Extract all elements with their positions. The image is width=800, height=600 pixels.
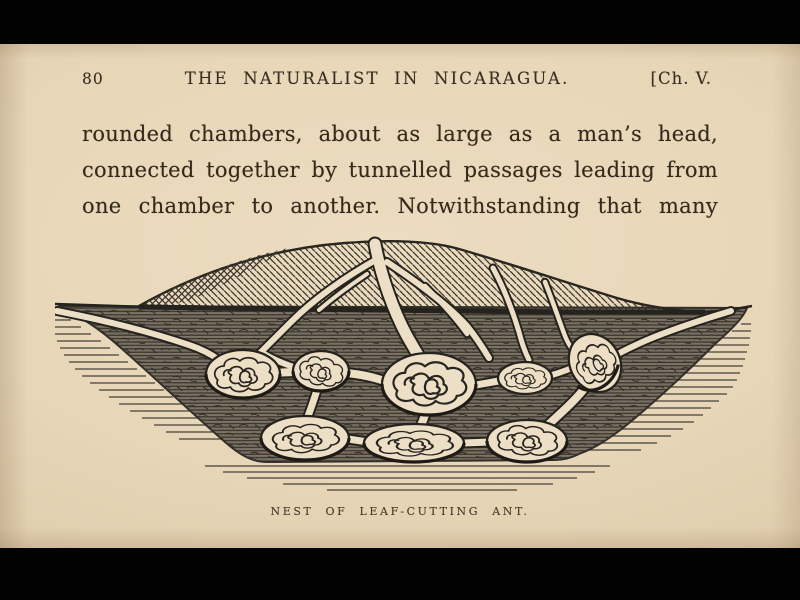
letterbox-top: [0, 0, 800, 44]
mound: [139, 241, 705, 312]
book-page: [0, 44, 800, 548]
letterbox-bottom: [0, 548, 800, 600]
page-number: 80: [82, 70, 104, 88]
nest-illustration: [55, 232, 755, 492]
body-line-2: connected together by tunnelled passages leading from: [82, 158, 718, 182]
body-text: [82, 116, 718, 224]
running-title: THE NATURALIST IN NICARAGUA.: [184, 69, 570, 88]
page-header: [82, 69, 712, 88]
body-line-1: rounded chambers, about as large as a man’s head,: [82, 122, 718, 146]
chapter-label: [Ch. V.: [650, 69, 712, 88]
body-line-3: one chamber to another. Notwithstanding that many: [82, 194, 718, 218]
figure-caption: NEST OF LEAF-CUTTING ANT.: [270, 505, 530, 518]
